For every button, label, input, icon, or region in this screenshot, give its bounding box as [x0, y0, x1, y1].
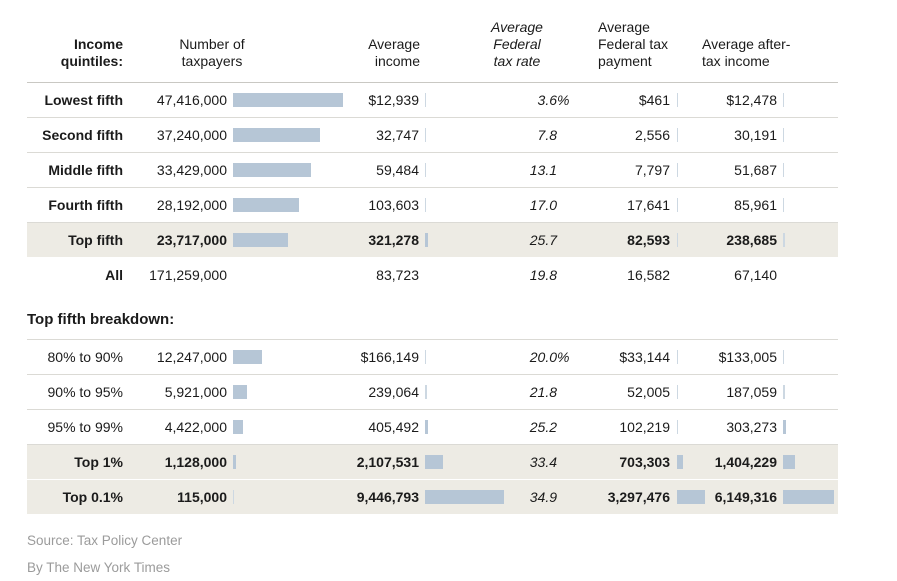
aftertax-bar	[783, 420, 786, 434]
tax-rate-number: 3.6	[537, 92, 557, 108]
income-bar	[425, 163, 426, 177]
column-header-payment	[598, 19, 698, 70]
aftertax-bar	[783, 128, 784, 142]
income-value: $12,939	[368, 92, 419, 108]
taxpayers-bar	[233, 128, 320, 142]
payment-bar	[677, 93, 678, 107]
tax-rate-number: 7.8	[537, 127, 557, 143]
column-header-rate	[462, 19, 572, 70]
quintile-label: Fourth fifth	[48, 197, 123, 213]
taxpayers-value: 5,921,000	[164, 384, 227, 400]
taxpayers-value: 23,717,000	[156, 232, 227, 248]
tax-rate-number: 21.8	[529, 384, 557, 400]
column-header-line: Average	[598, 19, 650, 35]
payment-value: $33,144	[619, 349, 670, 365]
tax-rate-value	[480, 118, 557, 153]
income-bar	[425, 128, 426, 142]
taxpayers-bar	[233, 163, 311, 177]
taxpayers-bar	[233, 93, 343, 107]
taxpayers-bar	[233, 490, 234, 504]
taxpayers-value: 47,416,000	[156, 92, 227, 108]
column-header-taxpayers	[152, 36, 272, 70]
table-row-fourth-fifth	[27, 188, 838, 223]
quintile-label: 90% to 95%	[47, 384, 123, 400]
aftertax-bar	[783, 198, 784, 212]
quintile-label: Top fifth	[68, 232, 123, 248]
payment-value: 82,593	[627, 232, 670, 248]
tax-rate-number: 25.2	[529, 419, 557, 435]
payment-value: 703,303	[619, 454, 670, 470]
income-value: 239,064	[368, 384, 419, 400]
column-header-line: Federal tax	[598, 36, 669, 52]
payment-value: 102,219	[619, 419, 670, 435]
income-bar	[425, 198, 426, 212]
breakdown-heading: Top fifth breakdown:	[27, 300, 838, 340]
income-bar	[425, 455, 443, 469]
taxpayers-bar	[233, 455, 236, 469]
column-header-line: tax income	[702, 53, 770, 69]
tax-rate-value	[480, 258, 557, 293]
taxpayers-value: 1,128,000	[164, 454, 227, 470]
income-value: 83,723	[376, 267, 419, 283]
aftertax-value: 30,191	[734, 127, 777, 143]
table-row-80-to-90-	[27, 340, 838, 375]
source-note: Source: Tax Policy Center	[27, 533, 183, 548]
income-value: 59,484	[376, 162, 419, 178]
income-value: $166,149	[360, 349, 419, 365]
taxpayers-value: 28,192,000	[156, 197, 227, 213]
tax-rate-number: 34.9	[529, 489, 557, 505]
aftertax-value: 187,059	[726, 384, 777, 400]
column-header-line: Average	[368, 36, 420, 52]
tax-rate-value	[480, 445, 557, 480]
payment-bar	[677, 128, 678, 142]
payment-bar	[677, 420, 678, 434]
tax-rate-value	[480, 410, 557, 445]
taxpayers-bar	[233, 385, 247, 399]
column-header-line: quintiles:	[60, 53, 123, 69]
aftertax-value: 6,149,316	[714, 489, 777, 505]
tax-rate-number: 17.0	[529, 197, 557, 213]
tax-rate-value	[480, 83, 570, 118]
quintile-label: All	[105, 267, 123, 283]
tax-rate-number: 20.0	[529, 349, 557, 365]
income-value: 405,492	[368, 419, 419, 435]
table-row-second-fifth	[27, 118, 838, 153]
column-header-aftertax	[702, 36, 814, 70]
percent-sign: %	[557, 92, 570, 108]
quintile-label: Top 0.1%	[62, 489, 123, 505]
income-value: 103,603	[368, 197, 419, 213]
aftertax-value: 1,404,229	[714, 454, 777, 470]
aftertax-value: 67,140	[734, 267, 777, 283]
percent-sign: %	[557, 349, 570, 365]
column-header-line: Federal	[493, 36, 541, 52]
taxpayers-bar	[233, 350, 262, 364]
aftertax-bar	[783, 490, 834, 504]
aftertax-value: $12,478	[726, 92, 777, 108]
quintile-label: 80% to 90%	[47, 349, 123, 365]
tax-rate-value	[480, 188, 557, 223]
aftertax-bar	[783, 455, 795, 469]
aftertax-value: 238,685	[726, 232, 777, 248]
aftertax-bar	[783, 93, 784, 107]
income-value: 9,446,793	[356, 489, 419, 505]
aftertax-bar	[783, 163, 784, 177]
aftertax-value: 303,273	[726, 419, 777, 435]
table-row-middle-fifth	[27, 153, 838, 188]
column-header-line: payment	[598, 53, 652, 69]
payment-value: 16,582	[627, 267, 670, 283]
table-row-lowest-fifth	[27, 83, 838, 118]
aftertax-value: $133,005	[718, 349, 777, 365]
taxpayers-value: 115,000	[177, 489, 227, 505]
taxpayers-bar	[233, 420, 243, 434]
tax-rate-value	[480, 375, 557, 410]
quintile-label: Top 1%	[74, 454, 123, 470]
tax-rate-value	[480, 223, 557, 258]
table-row-top-0-1-	[27, 480, 838, 514]
quintile-label: Second fifth	[42, 127, 123, 143]
quintile-label: 95% to 99%	[47, 419, 123, 435]
table-row-top-1-	[27, 445, 838, 480]
income-value: 32,747	[376, 127, 419, 143]
payment-value: 7,797	[634, 162, 670, 178]
aftertax-value: 51,687	[734, 162, 777, 178]
payment-bar	[677, 198, 678, 212]
taxpayers-value: 4,422,000	[164, 419, 227, 435]
payment-value: 3,297,476	[607, 489, 670, 505]
column-header-line: taxpayers	[181, 53, 243, 69]
income-value: 2,107,531	[356, 454, 419, 470]
aftertax-bar	[783, 233, 785, 247]
taxpayers-value: 171,259,000	[149, 267, 227, 283]
payment-bar	[677, 350, 678, 364]
income-bar	[425, 385, 427, 399]
table-row-95-to-99-	[27, 410, 838, 445]
column-header-line: Income	[73, 36, 123, 52]
column-header-line: Average after-	[702, 36, 791, 52]
payment-bar	[677, 163, 678, 177]
tax-rate-value	[480, 480, 557, 515]
payment-bar	[677, 455, 683, 469]
taxpayers-value: 12,247,000	[156, 349, 227, 365]
payment-value: $461	[638, 92, 670, 108]
income-value: 321,278	[368, 232, 419, 248]
table-row-90-to-95-	[27, 375, 838, 410]
payment-value: 52,005	[627, 384, 670, 400]
column-header-line: Average	[491, 19, 543, 35]
byline: By The New York Times	[27, 560, 171, 575]
column-header-line: Number of	[179, 36, 245, 52]
column-header-line: income	[374, 53, 420, 69]
column-header-income	[330, 36, 420, 70]
taxpayers-value: 33,429,000	[156, 162, 227, 178]
table-row-top-fifth	[27, 223, 838, 258]
column-header-quintiles	[27, 36, 123, 70]
income-bar	[425, 93, 426, 107]
tax-rate-number: 33.4	[529, 454, 557, 470]
table-row-all	[27, 258, 838, 293]
income-bar	[425, 420, 428, 434]
tax-rate-number: 25.7	[529, 232, 557, 248]
income-bar	[425, 233, 428, 247]
income-bar	[425, 350, 426, 364]
tax-rate-number: 19.8	[529, 267, 557, 283]
taxpayers-value: 37,240,000	[156, 127, 227, 143]
quintile-label: Lowest fifth	[44, 92, 123, 108]
payment-value: 2,556	[634, 127, 670, 143]
aftertax-bar	[783, 385, 785, 399]
aftertax-value: 85,961	[734, 197, 777, 213]
taxpayers-bar	[233, 233, 288, 247]
aftertax-bar	[783, 350, 784, 364]
tax-rate-number: 13.1	[529, 162, 557, 178]
taxpayers-bar	[233, 198, 299, 212]
payment-value: 17,641	[627, 197, 670, 213]
payment-bar	[677, 385, 678, 399]
column-header-line: tax rate	[493, 53, 541, 69]
tax-rate-value	[480, 340, 570, 375]
payment-bar	[677, 233, 678, 247]
quintile-label: Middle fifth	[48, 162, 123, 178]
tax-rate-value	[480, 153, 557, 188]
